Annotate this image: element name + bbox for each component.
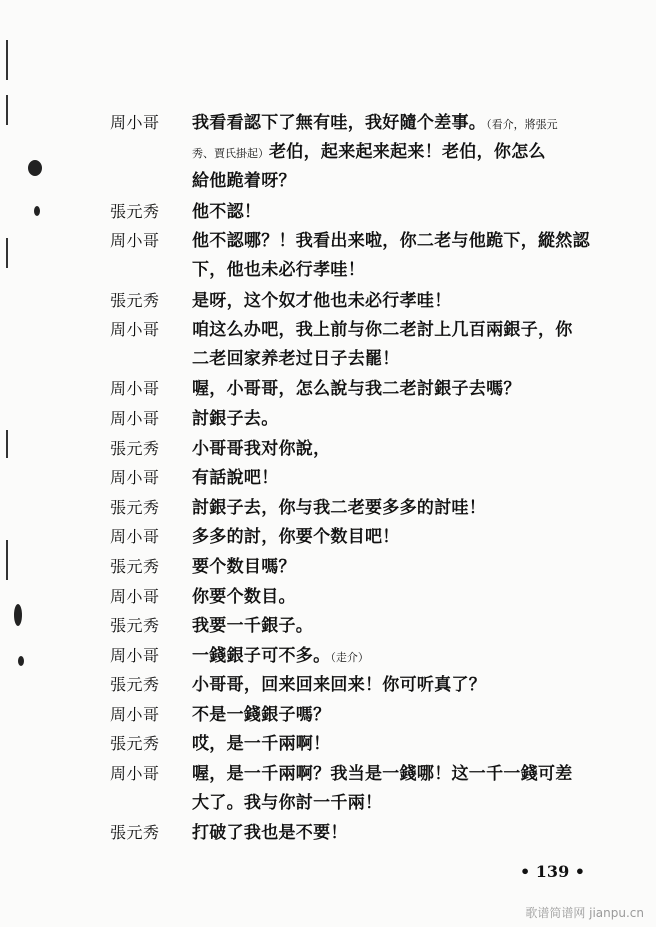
speech-text: 我要一千銀子。 bbox=[192, 616, 314, 637]
dialogue-line bbox=[110, 641, 630, 671]
dialogue-line bbox=[110, 374, 630, 404]
binding-mark bbox=[6, 540, 8, 580]
dialogue-line bbox=[110, 108, 630, 138]
speech-text: 咱这么办吧，我上前与你二老討上几百兩銀子，你 bbox=[192, 320, 573, 341]
speaker-name: 周小哥 bbox=[110, 645, 160, 665]
speaker-name: 張元秀 bbox=[110, 201, 160, 221]
dialogue-line bbox=[110, 315, 630, 345]
speaker-name: 周小哥 bbox=[110, 468, 160, 488]
speech-text: 討銀子去，你与我二老要多多的討哇！ bbox=[192, 497, 487, 518]
speech-text: 有話說吧！ bbox=[192, 468, 279, 489]
speech-text: 一錢銀子可不多。（走介） bbox=[192, 645, 369, 666]
speech-text: 小哥哥我对你說， bbox=[192, 438, 331, 459]
stage-direction: 秀、賈氏掛起） bbox=[192, 146, 269, 160]
binding-mark bbox=[6, 238, 8, 268]
ink-blot bbox=[34, 206, 40, 216]
binding-mark bbox=[6, 95, 8, 125]
dialogue-line bbox=[110, 670, 630, 700]
speaker-name: 周小哥 bbox=[110, 379, 160, 399]
page-number: • 139 • bbox=[520, 862, 585, 881]
dialogue-line bbox=[110, 552, 630, 582]
speaker-name: 張元秀 bbox=[110, 290, 160, 310]
speaker-name: 張元秀 bbox=[110, 438, 160, 458]
speech-text: 他不認哪？！我看出来啦，你二老与他跪下，縱然認 bbox=[192, 231, 590, 252]
speaker-name: 周小哥 bbox=[110, 527, 160, 547]
dialogue-line bbox=[110, 167, 630, 197]
ink-blot bbox=[18, 656, 24, 666]
speaker-name: 周小哥 bbox=[110, 408, 160, 428]
speech-text: 是呀，这个奴才他也未必行孝哇！ bbox=[192, 290, 452, 311]
stage-direction: （走介） bbox=[330, 650, 369, 664]
dialogue-line bbox=[110, 434, 630, 464]
ink-blot bbox=[28, 160, 42, 176]
site-watermark: 歌谱简谱网 jianpu.cn bbox=[525, 906, 644, 920]
speech-text: 秀、賈氏掛起）老伯，起来起来起来！老伯，你怎么 bbox=[192, 141, 546, 162]
speech-text: 他不認！ bbox=[192, 201, 262, 222]
dialogue-line bbox=[110, 226, 630, 256]
speaker-name: 周小哥 bbox=[110, 586, 160, 606]
speaker-name: 周小哥 bbox=[110, 113, 160, 132]
speaker-name: 張元秀 bbox=[110, 675, 160, 695]
speaker-name: 張元秀 bbox=[110, 556, 160, 576]
stage-direction: （看介，將張元 bbox=[486, 118, 558, 131]
dialogue-line bbox=[110, 138, 630, 168]
speech-text: 小哥哥，回来回来回来！你可听真了？ bbox=[192, 675, 487, 696]
speaker-name: 周小哥 bbox=[110, 764, 160, 784]
dialogue-line bbox=[110, 729, 630, 759]
speaker-name: 張元秀 bbox=[110, 616, 160, 636]
speech-text: 討銀子去。 bbox=[192, 408, 279, 429]
speaker-name: 張元秀 bbox=[110, 497, 160, 517]
dialogue-line bbox=[110, 404, 630, 434]
dialogue-line bbox=[110, 197, 630, 227]
speaker-name: 周小哥 bbox=[110, 320, 160, 340]
dialogue-line bbox=[110, 256, 630, 286]
dialogue-line bbox=[110, 345, 630, 375]
speech-text: 你要个数目。 bbox=[192, 586, 296, 607]
ink-blot bbox=[14, 604, 22, 626]
speech-text: 哎，是一千兩啊！ bbox=[192, 734, 331, 755]
speaker-name: 周小哥 bbox=[110, 231, 160, 251]
speech-text: 喔，小哥哥，怎么說与我二老討銀子去嗎？ bbox=[192, 379, 521, 400]
dialogue-line bbox=[110, 463, 630, 493]
dialogue-line bbox=[110, 759, 630, 789]
dialogue-line bbox=[110, 611, 630, 641]
speech-text: 喔，是一千兩啊？我当是一錢哪！这一千一錢可差 bbox=[192, 764, 573, 785]
dialogue-line bbox=[110, 789, 630, 819]
dialogue-line bbox=[110, 818, 630, 848]
binding-mark bbox=[6, 430, 8, 458]
script-body bbox=[110, 108, 630, 848]
binding-mark bbox=[6, 40, 8, 80]
speech-text: 打破了我也是不要！ bbox=[192, 823, 348, 844]
speaker-name: 周小哥 bbox=[110, 704, 160, 724]
speech-text: 下，他也未必行孝哇！ bbox=[192, 259, 365, 280]
dialogue-line bbox=[110, 493, 630, 523]
speech-text: 不是一錢銀子嗎？ bbox=[192, 704, 331, 725]
dialogue-line bbox=[110, 286, 630, 316]
speech-text: 給他跪着呀？ bbox=[192, 171, 296, 192]
speech-text: 大了。我与你討一千兩！ bbox=[192, 792, 383, 813]
speech-text: 多多的討，你要个数目吧！ bbox=[192, 527, 400, 548]
dialogue-line bbox=[110, 582, 630, 612]
speech-text: 要个数目嗎？ bbox=[192, 556, 296, 577]
dialogue-line bbox=[110, 700, 630, 730]
dialogue-line bbox=[110, 522, 630, 552]
speaker-name: 張元秀 bbox=[110, 734, 160, 754]
speech-text: 二老回家养老过日子去罷！ bbox=[192, 348, 400, 369]
speaker-name: 張元秀 bbox=[110, 823, 160, 843]
speech-text: 我看看認下了無有哇，我好隨个差事。（看介，將張元 bbox=[192, 113, 558, 133]
